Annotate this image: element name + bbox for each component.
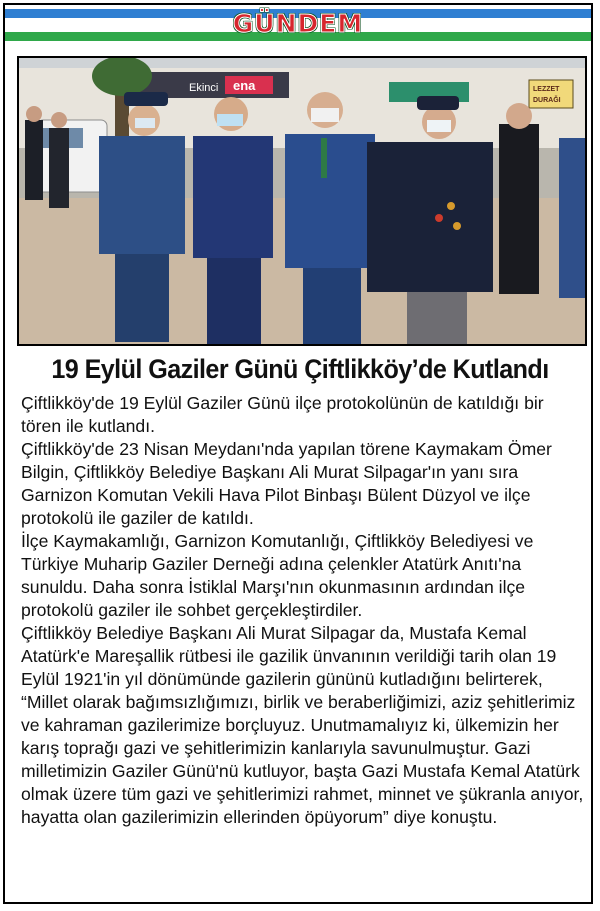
page-frame [3,3,593,904]
bg-man-right [499,124,539,294]
veteran-cap [417,96,459,110]
bg-man-edge [559,138,585,298]
man2-trousers [207,258,261,344]
man3-mask [311,108,339,122]
bg-officer-1-head [26,106,42,122]
officer-cap [124,92,168,106]
article-paragraph: İlçe Kaymakamlığı, Garnizon Komutanlığı, Çiftlikköy Belediyesi ve Türkiye Muharip Gaziler Derneği adına çelenkler Atatürk Anıtı'na sunuldu. Daha sonra İstiklal Marşı'nın okunmasının ardından ilçe protokolü gaziler ile sohbet gerçekleştirdiler. [21,531,534,620]
bg-officer-2-head [51,112,67,128]
article-body [21,392,587,829]
article-paragraph: Çiftlikköy'de 19 Eylül Gaziler Günü ilçe protokolünün de katıldığı bir tören ile kutlandı. [21,393,544,436]
veteran-jacket [367,142,493,292]
bg-officer-1 [25,120,43,200]
bg-man-right-head [506,103,532,129]
man3-tie [321,138,327,178]
section-header [5,5,591,41]
officer-jacket [99,136,185,254]
medal-2 [435,214,443,222]
article-paragraph: Çiftlikköy'de 23 Nisan Meydanı'nda yapılan törene Kaymakam Ömer Bilgin, Çiftlikköy Belediye Başkanı Ali Murat Silpagar'ın yanı sıra Garnizon Komutan Vekili Hava Pilot Binbaşı Bülent Düzyol ve ilçe protokolü ile gaziler de katıldı. [21,439,552,528]
man2-mask [217,114,243,126]
headline: 19 Eylül Gaziler Günü Çiftlikköy’de Kutlandı [51,354,549,384]
veteran-mask [427,120,451,132]
cafe-sign-text-1: LEZZET [533,86,560,93]
shop-sign-text-2: ena [233,78,256,93]
man3-trousers [303,268,361,344]
officer-trousers [115,254,169,342]
news-photo [17,56,587,346]
bg-officer-2 [49,128,69,208]
medal-3 [453,222,461,230]
section-title: GÜNDEM [232,9,364,38]
article-paragraph: Çiftlikköy Belediye Başkanı Ali Murat Silpagar da, Mustafa Kemal Atatürk'e Mareşallik rütbesi ile gazilik ünvanının verildiği tarih olan 19 Eylül 1921'in yıl dönümünde gazilerin gününü kutladığını belirterek, “Millet olarak bağımsızlığımızı, birlik ve beraberliğimizi, aziz şehitlerimiz ve kahraman gazilerimize borçluyuz. Unutmamalıyız ki, ülkemizin her karış toprağı gazi ve şehitlerimizin kanlarıyla savunulmuştur. Gazi milletimizin Gaziler Günü'nü kutluyor, başta Gazi Mustafa Kemal Atatürk olmak üzere tüm gazi ve şehitlerimizi rahmet, minnet ve şükranla anıyor, hayatta olan gazilerimizin ellerinden öpüyorum” diye konuştu. [21,623,584,827]
ceremony-photo-illustration [19,58,585,344]
man3-jacket [285,134,375,268]
shop-sign-text-1: Ekinci [189,82,219,94]
veteran-trousers [407,292,467,344]
man2-jacket [193,136,273,258]
medal-1 [447,202,455,210]
cafe-sign-text-2: DURAĞI [533,97,561,104]
officer-mask [135,118,155,128]
